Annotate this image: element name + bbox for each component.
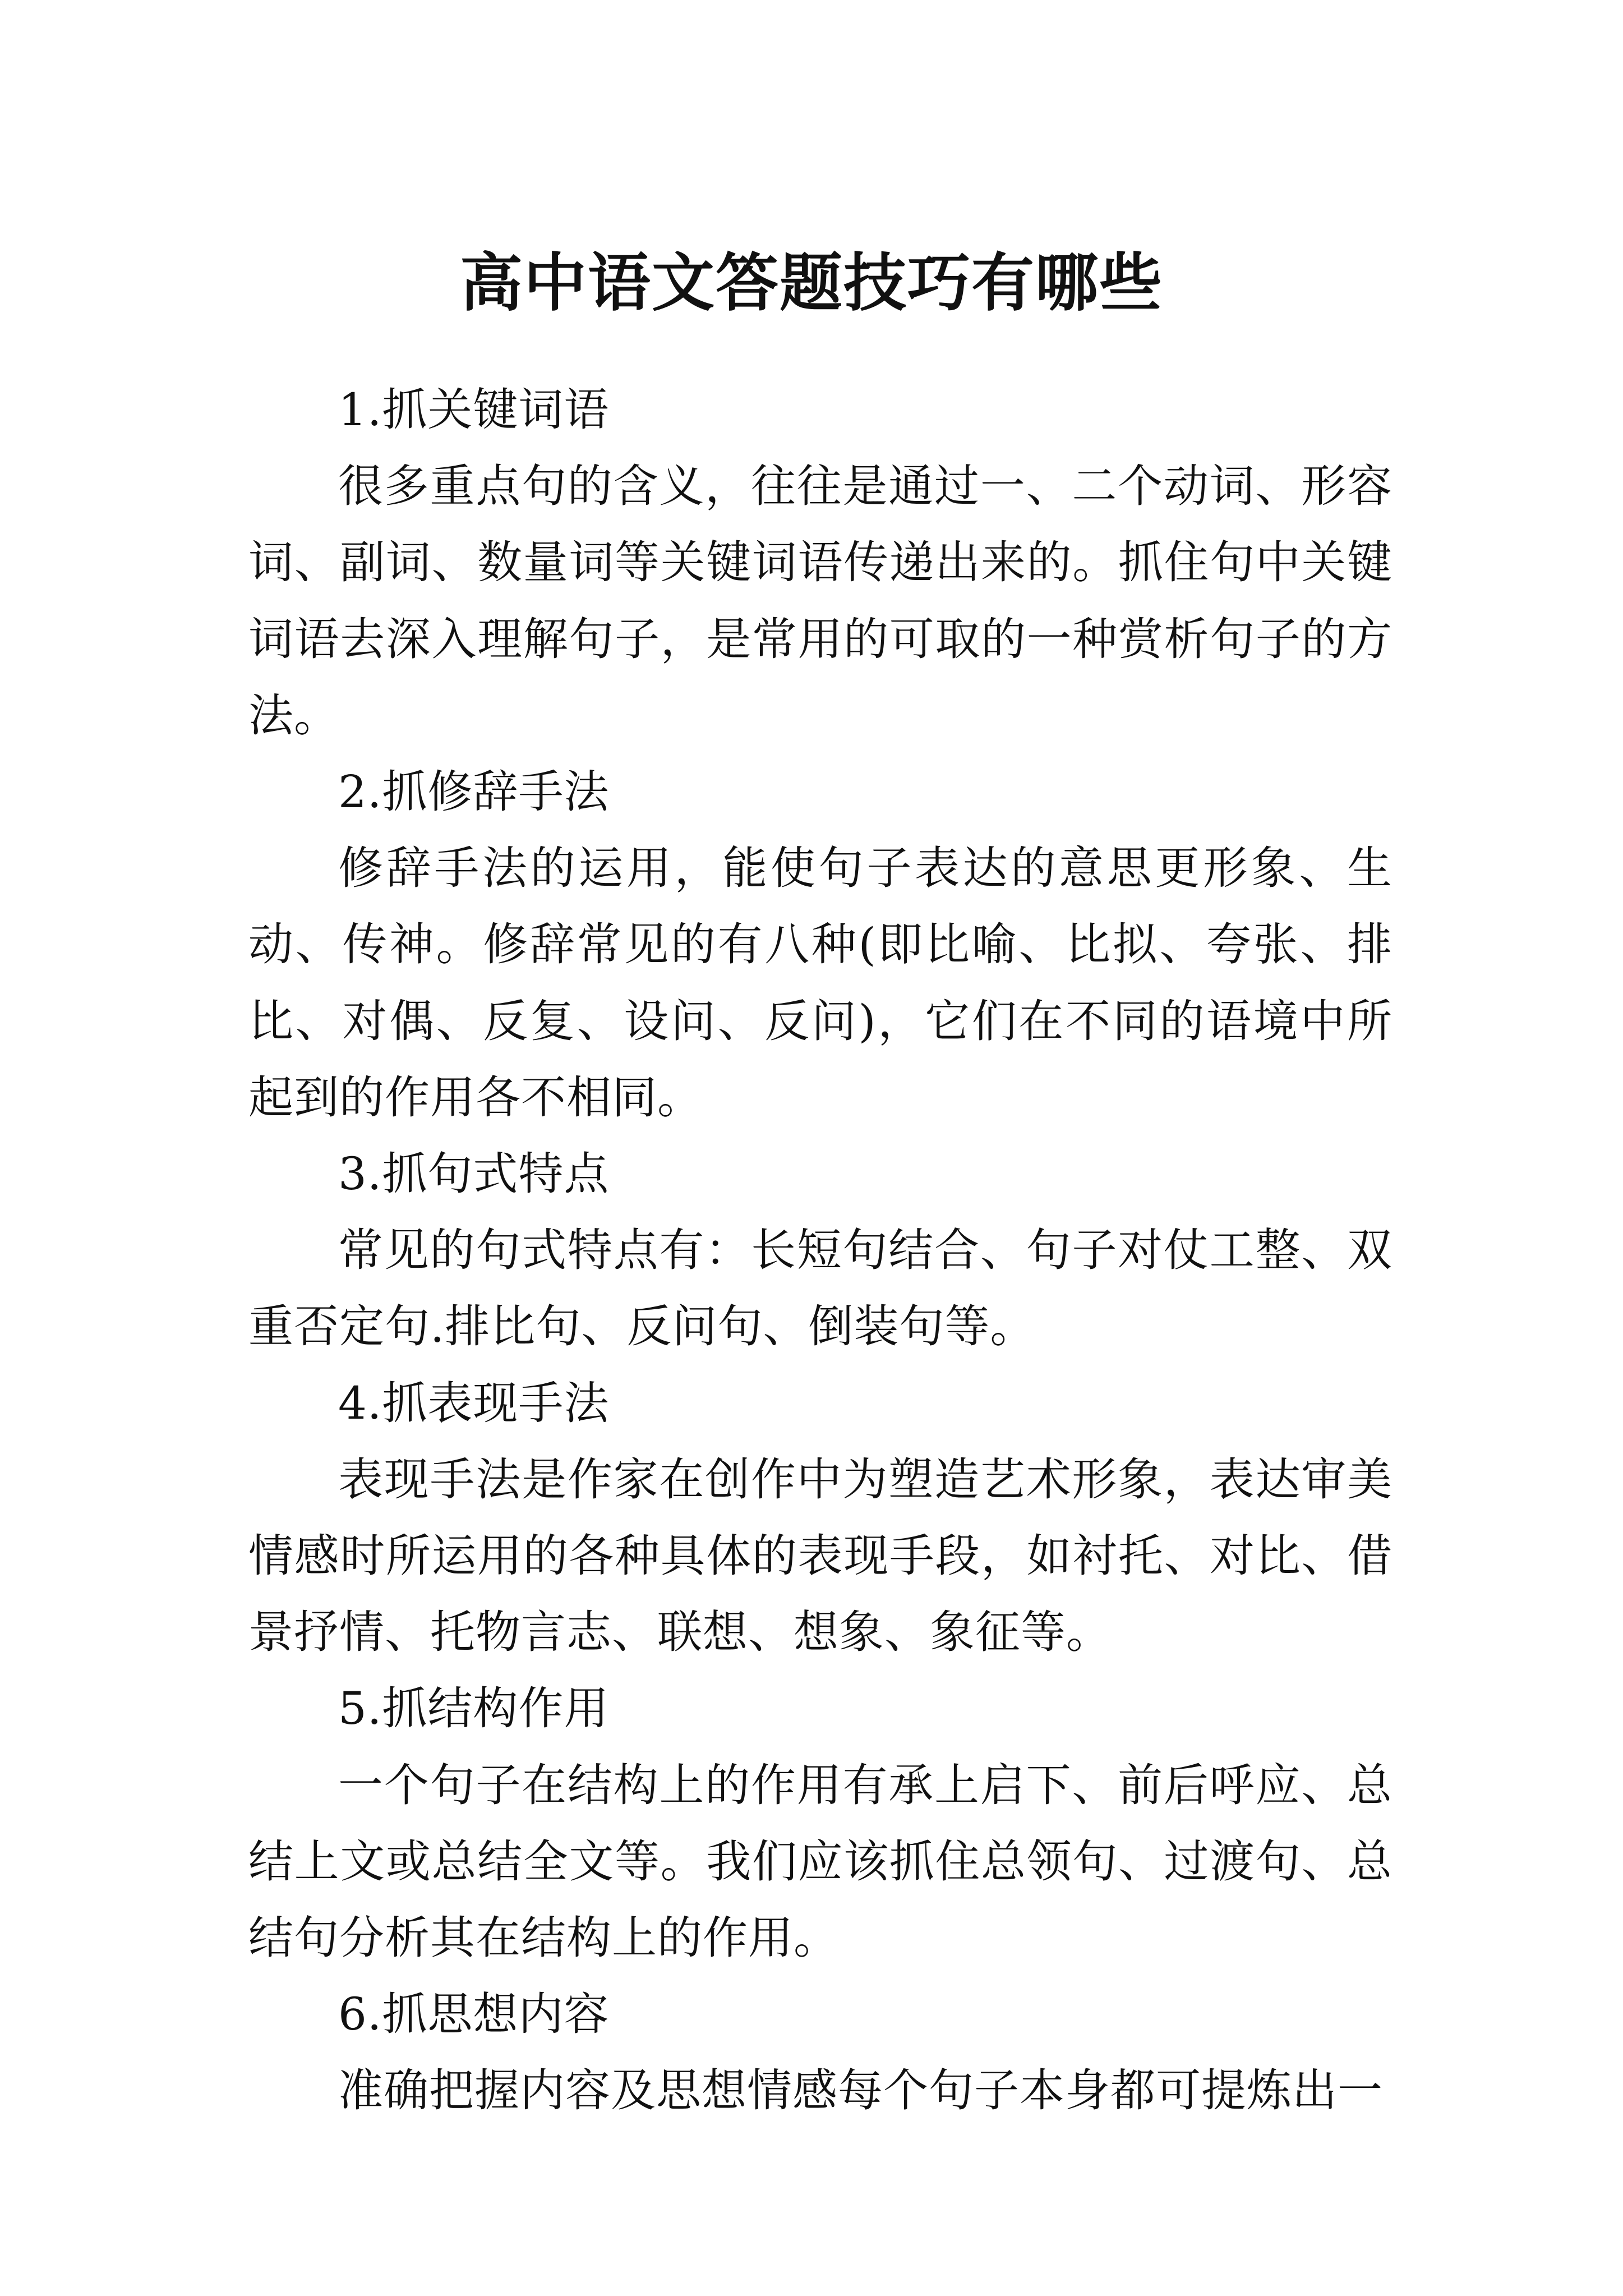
- document-body: [248, 372, 1393, 2129]
- document-title: 高中语文答题技巧有哪些: [460, 246, 1163, 320]
- paragraph-4: 表现手法是作家在创作中为塑造艺术形象，表达审美情感时所运用的各种具体的表现手段，如衬托、对比、借景抒情、托物言志、联想、想象、象征等。: [248, 1453, 1393, 1659]
- heading-3: 3.抓句式特点: [338, 1148, 610, 1200]
- heading-1: 1.抓关键词语: [338, 384, 610, 436]
- heading-5: 5.抓结构作用: [338, 1682, 610, 1735]
- paragraph-6: 准确把握内容及思想情感每个句子本身都可提炼出一: [338, 2064, 1383, 2117]
- paragraph-5: 一个句子在结构上的作用有承上启下、前后呼应、总结上文或总结全文等。我们应该抓住总领句、过渡句、总结句分析其在结构上的作用。: [248, 1759, 1393, 1964]
- paragraph-3: 常见的句式特点有：长短句结合、句子对仗工整、双重否定句.排比句、反问句、倒装句等。: [248, 1224, 1393, 1353]
- heading-4: 4.抓表现手法: [338, 1377, 610, 1429]
- paragraph-1: 很多重点句的含义，往往是通过一、二个动词、形容词、副词、数量词等关键词语传递出来的。抓住句中关键词语去深入理解句子，是常用的可取的一种赏析句子的方法。: [248, 460, 1393, 742]
- heading-6: 6.抓思想内容: [338, 1988, 610, 2041]
- heading-2: 2.抓修辞手法: [338, 766, 610, 818]
- paragraph-2: 修辞手法的运用，能使句子表达的意思更形象、生动、传神。修辞常见的有八种(即比喻、比拟、夸张、排比、对偶、反复、设问、反问)，它们在不同的语境中所起到的作用各不相同。: [248, 842, 1393, 1124]
